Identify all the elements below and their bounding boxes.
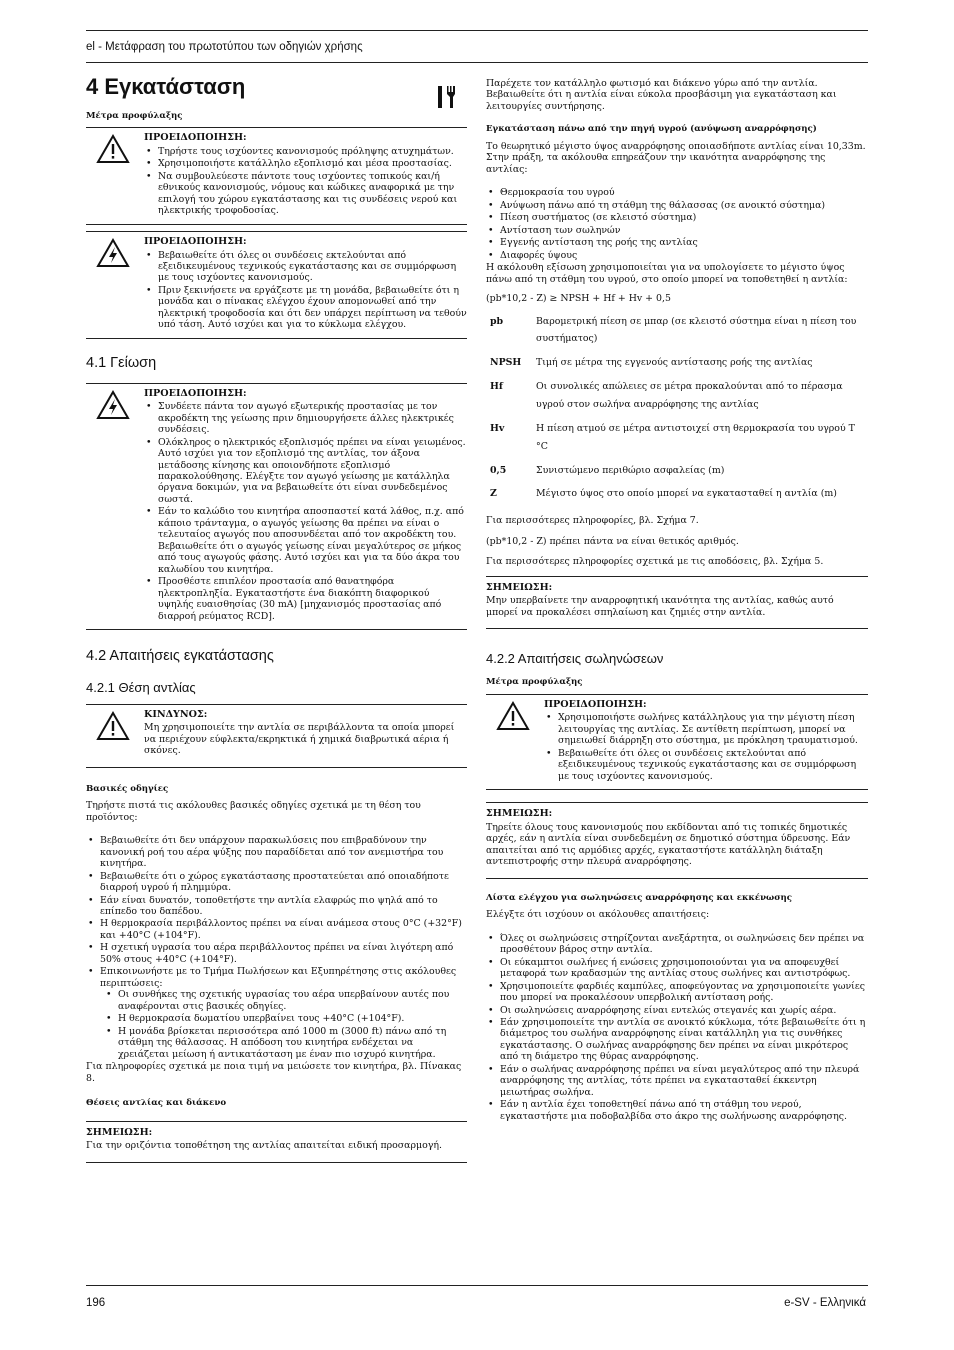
var-desc: Μέγιστο ύψος στο οποίο μπορεί να εγκατασταθεί η αντλία (m): [536, 488, 837, 500]
list-item: • Η σχετική υγρασία του αέρα περιβάλλοντος πρέπει να είναι λιγότερη από 50% στους +40°C (+104°F).: [86, 942, 467, 965]
table-row: [486, 352, 868, 376]
warning-box-1: [86, 127, 467, 225]
basic-intro: Τηρήστε πιστά τις ακόλουθες βασικές οδηγίες σχετικά με τη θέση του προϊόντος:: [86, 800, 421, 823]
section-title-4-2-2: 4.2.2 Απαιτήσεις σωληνώσεων: [486, 651, 664, 667]
electric-hazard-icon: [96, 390, 130, 420]
equation: (pb*10,2 - Z) ≥ NPSH + Hf + Hv + 0,5: [486, 293, 671, 305]
list-item: • Θερμοκρασία του υγρού: [486, 187, 868, 198]
list-item: • Χρησιμοποιήστε σωλήνες κατάλληλους για την μέγιστη πίεση λειτουργίας της αντλίας. Σε αντίθετη περίπτωση, μπορεί να σημειωθεί διάρρηξη στο σύστημα, με πρόκληση τραυματισμού.: [544, 712, 868, 746]
warning-title: ΠΡΟΕΙΔΟΠΟΙΗΣΗ:: [544, 698, 647, 710]
note-box-2: [486, 576, 868, 630]
suction-text: Το θεωρητικό μέγιστο ύψος αναρρόφησης οποιασδήποτε αντλίας είναι 10,33m. Στην πράξη, τα ακόλουθα επηρεάζουν την ικανότητα αναρρόφησης της αντλίας:: [486, 140, 866, 175]
var-key: NPSH: [490, 357, 522, 369]
list-item: • Βεβαιωθείτε ότι όλες οι συνδέσεις εκτελούνται από εξειδικευμένους τεχνικούς εγκατάστασης και σε συμμόρφωση με τους ισχύοντες κανονισμούς.: [544, 748, 868, 782]
suction-title: Εγκατάσταση πάνω από την πηγή υγρού (ανύψωση αναρρόφησης): [486, 124, 817, 135]
warning-title: ΠΡΟΕΙΔΟΠΟΙΗΣΗ:: [144, 132, 247, 144]
note-title: ΣΗΜΕΙΩΣΗ:: [486, 808, 553, 820]
list-item: • Βεβαιωθείτε ότι ο χώρος εγκατάστασης προστατεύεται από οποιαδήποτε διαρροή υγρού ή πλημμύρα.: [86, 871, 467, 894]
left-column: [86, 72, 467, 1163]
section-title-4-2-1: 4.2.1 Θέση αντλίας: [86, 679, 196, 695]
table-row: [486, 376, 868, 418]
list-item: • Προσθέστε επιπλέον προστασία από θανατηφόρα ηλεκτροπληξία. Εγκαταστήστε ένα διακόπτη διαφορικού υψηλής ευαισθησίας (30 mA) [μηχανισμός προστασίας από διαρροή ρεύματος RCD].: [144, 576, 467, 622]
list-item: • Η θερμοκρασία περιβάλλοντος πρέπει να είναι ανάμεσα στους 0°C (+32°F) και +40°C (+104°F).: [86, 918, 467, 941]
right-column: [486, 78, 868, 1123]
section-title-4-1: 4.1 Γείωση: [86, 354, 157, 371]
warning-title: ΠΡΟΕΙΔΟΠΟΙΗΣΗ:: [144, 387, 247, 399]
table-row: [486, 311, 868, 353]
danger-triangle-icon: [96, 711, 130, 741]
basic-guidelines-title: Βασικές οδηγίες: [86, 783, 169, 794]
note-title: ΣΗΜΕΙΩΣΗ:: [486, 581, 553, 593]
positive-note: (pb*10,2 - Z) πρέπει πάντα να είναι θετικός αριθμός.: [486, 535, 739, 547]
table-row: [486, 418, 868, 460]
list-item: • Χρησιμοποιήστε κατάλληλο εξοπλισμό και μέσα προστασίας.: [144, 158, 467, 169]
var-key: Hf: [490, 381, 503, 393]
list-item: [86, 966, 467, 1060]
basic-reference: Για πληροφορίες σχετικά με ποια τιμή να μειώσετε τον κινητήρα, βλ. Πίνακας 8.: [86, 1061, 462, 1084]
danger-text: Μη χρησιμοποιείτε την αντλία σε περιβάλλοντα τα οποία μπορεί να περιέχουν εύφλεκτα/εκρηκτικά ή χημικά διαβρωτικά αέρια ή σκόνες.: [144, 722, 455, 757]
intro-text: Παρέχετε τον κατάλληλο φωτισμό και διάκενο γύρω από την αντλία. Βεβαιωθείτε ότι η αντλία είναι εύκολα προσβάσιμη για εγκατάσταση και λειτουργίες συντήρησης.: [486, 78, 837, 112]
var-desc: Συνιστώμενο περιθώριο ασφαλείας (m): [536, 464, 725, 476]
list-item: • Εάν η αντλία έχει τοποθετηθεί πάνω από τη στάθμη του νερού, εγκαταστήστε μια ποδοβαλβίδα στο άκρο της σωλήνωσης αναρρόφησης.: [486, 1099, 868, 1122]
sub-list-item: • Οι συνθήκες της σχετικής υγρασίας του αέρα υπερβαίνουν αυτές που αναφέρονται στις βασικές οδηγίες.: [104, 989, 467, 1012]
reference-figure-7: Για περισσότερες πληροφορίες, βλ. Σχήμα 7.: [486, 515, 699, 527]
warning-box-4: [486, 694, 868, 791]
var-desc: Τιμή σε μέτρα της εγγενούς αντίστασης ροής της αντλίας: [536, 357, 813, 369]
list-item: • Τηρήστε τους ισχύοντες κανονισμούς πρόληψης ατυχημάτων.: [144, 146, 467, 157]
list-item: • Να συμβουλεύεστε πάντοτε τους ισχύοντες τοπικούς και/ή εθνικούς κανονισμούς, νόμους και κώδικες αναφορικά με την επιλογή του χώρου εγκατάστασης και τις συνδέσεις νερού και ηλεκτρικής τροφοδοσίας.: [144, 171, 467, 217]
equation-intro: Η ακόλουθη εξίσωση χρησιμοποιείται για να υπολογίσετε το μέγιστο ύψος πάνω από τη στάθμη του υγρού, στο οποίο μπορεί να τοποθετηθεί η αντλία:: [486, 262, 848, 285]
table-row: [486, 460, 868, 484]
list-item: • Εάν ο σωλήνας αναρρόφησης πρέπει να είναι μεγαλύτερος από την πλευρά αναρρόφησης της αντλίας, τότε πρέπει να εγκατασταθεί έκκεντρη μειωτήρας σωλήνα.: [486, 1064, 868, 1098]
note-box-3: [486, 802, 868, 879]
sub-list-item: • Η θερμοκρασία δωματίου υπερβαίνει τους +40°C (+104°F).: [104, 1013, 467, 1024]
danger-box: [86, 704, 467, 768]
var-key: Z: [490, 488, 497, 500]
warning-box-2: [86, 231, 467, 339]
note-text: Τηρείτε όλους τους κανονισμούς που εκδίδονται από τις τοπικές δημοτικές αρχές, εάν η αντλία είναι συνδεδεμένη σε δημοτικό σύστημα ύδρευσης. Εάν απαιτείται από τις αρμόδιες αρχές, εγκαταστήστε κατάλληλη διάταξη αντεπιστροφής στην πλευρά αναρρόφησης.: [486, 821, 851, 868]
var-key: pb: [490, 315, 504, 327]
list-item: • Οι εύκαμπτοι σωλήνες ή ενώσεις χρησιμοποιούνται για να αποφευχθεί μεταφορά των κραδασμών της αντλίας στους σωλήνες και αντιστρόφως.: [486, 957, 868, 980]
reference-figure-5: Για περισσότερες πληροφορίες σχετικά με τις αποδόσεις, βλ. Σχήμα 5.: [486, 556, 824, 568]
list-item: • Βεβαιωθείτε ότι δεν υπάρχουν παρακωλύσεις που επιβραδύνουν την κανονική ροή του αέρα ψύξης που παραδίδεται από τον ανεμιστήρα του κινητήρα.: [86, 835, 467, 869]
var-desc: Βαρομετρική πίεση σε μπαρ (σε κλειστό σύστημα είναι η πίεση του συστήματος): [536, 315, 857, 345]
header-rule-top: [86, 30, 868, 31]
warning-triangle-icon: [496, 701, 530, 731]
checklist-intro: Ελέγξτε ότι ισχύουν οι ακόλουθες απαιτήσεις:: [486, 909, 710, 921]
tools-icon: [437, 84, 455, 110]
list-item: • Εγγενής αντίσταση της ροής της αντλίας: [486, 237, 868, 248]
list-item: • Πίεση συστήματος (σε κλειστό σύστημα): [486, 212, 868, 223]
list-item: • Αντίσταση των σωληνών: [486, 225, 868, 236]
list-item: • Ολόκληρος ο ηλεκτρικός εξοπλισμός πρέπει να είναι γειωμένος. Αυτό ισχύει για τον εξοπλισμό της αντλίας, τον άξονα μετάδοσης κίνησης και οποιονδήποτε εξοπλισμό παρακολούθησης. Ελέγξτε τον αγωγό γείωσης με κατάλληλα όργανα δοκιμών, για να βεβαιωθείτε ότι είναι συνδεδεμένος σωστά.: [144, 437, 467, 506]
warning-box-3: [86, 383, 467, 631]
list-item: • Όλες οι σωληνώσεις στηρίζονται ανεξάρτητα, οι σωληνώσεις δεν πρέπει να προσθέτουν βάρος στην αντλία.: [486, 933, 868, 956]
list-item: • Εάν είναι δυνατόν, τοποθετήστε την αντλία ελαφρώς πιο ψηλά από το επίπεδο του δαπέδου.: [86, 895, 467, 918]
list-item: • Εάν το καλώδιο του κινητήρα αποσπαστεί κατά λάθος, π.χ. από κάποιο τράνταγμα, ο αγωγός γείωσης θα πρέπει να είναι ο τελευταίος αγωγός που αποσυνδέεται από τον ακροδέκτη του. Βεβαιωθείτε ότι ο αγωγός γείωσης είναι μεγαλύτερος σε μήκος από τους αγωγούς φάσης. Αυτό ισχύει και για τα δύο άκρα του καλωδίου του κινητήρα.: [144, 506, 467, 575]
list-item: • Συνδέετε πάντα τον αγωγό εξωτερικής προστασίας με τον ακροδέκτη της γείωσης πριν δημιουργήσετε άλλες ηλεκτρικές συνδέσεις.: [144, 401, 467, 435]
chapter-title: 4 Εγκατάσταση: [86, 74, 246, 99]
list-item: • Εάν χρησιμοποιείτε την αντλία σε ανοικτό κύκλωμα, τότε βεβαιωθείτε ότι η διάμετρος του σωλήνα αναρρόφησης είναι κατάλληλη για τις συνθήκες εγκατάστασης. Ο σωλήνας αναρρόφησης δεν πρέπει να είναι μικρότερος από τη διάμετρο της θύρας αναρρόφησης.: [486, 1017, 868, 1063]
section-title-4-2: 4.2 Απαιτήσεις εγκατάστασης: [86, 648, 274, 665]
header-rule-bottom: [86, 62, 868, 63]
checklist-title: Λίστα ελέγχου για σωληνώσεις αναρρόφησης και εκκένωσης: [486, 892, 793, 903]
list-item: • Πριν ξεκινήσετε να εργάζεστε με τη μονάδα, βεβαιωθείτε ότι η μονάδα και ο πίνακας ελέγχου έχουν απομονωθεί από την ηλεκτρική τροφοδοσία και ότι δεν υπάρχει περίπτωση να τεθούν υπό τάση. Αυτό ισχύει και για το κύκλωμα ελέγχου.: [144, 285, 467, 331]
note-box-1: [86, 1121, 467, 1163]
note-text: Για την οριζόντια τοποθέτηση της αντλίας απαιτείται ειδική προσαρμογή.: [86, 1140, 442, 1152]
warning-triangle-icon: [96, 134, 130, 164]
page-number: 196: [86, 1297, 106, 1309]
footer-rule: [86, 1285, 868, 1286]
var-desc: Η πίεση ατμού σε μέτρα αντιστοιχεί στη θερμοκρασία του υγρού T °C: [536, 422, 855, 452]
list-item: • Χρησιμοποιείτε φαρδιές καμπύλες, αποφεύγοντας να χρησιμοποιείτε γωνίες που μπορεί να προκαλέσουν υπερβολική αντίσταση ροής.: [486, 981, 868, 1004]
safety-title: Μέτρα προφύλαξης: [86, 110, 183, 121]
danger-title: ΚΙΝΔΥΝΟΣ:: [144, 708, 208, 720]
variables-table: [486, 311, 868, 508]
footer-label: e-SV - Ελληνικά: [784, 1297, 866, 1309]
electric-hazard-icon: [96, 238, 130, 268]
list-item-text: Επικοινωνήστε με το Τμήμα Πωλήσεων και Εξυπηρέτησης στις ακόλουθες περιπτώσεις:: [100, 966, 457, 989]
var-key: 0,5: [490, 464, 507, 476]
sub-list-item: • Η μονάδα βρίσκεται περισσότερα από 1000 m (3000 ft) πάνω από τη στάθμη της θάλασσας. Η απόδοση του κινητήρα ενδέχεται να χρειάζεται μείωση ή αντικατάσταση με έναν πιο ισχυρό κινητήρα.: [104, 1026, 467, 1060]
header-title: el - Μετάφραση του πρωτοτύπου των οδηγιών χρήσης: [86, 41, 363, 53]
safety-title: Μέτρα προφύλαξης: [486, 677, 583, 688]
table-row: [486, 483, 868, 507]
var-key: Hv: [490, 422, 505, 434]
warning-title: ΠΡΟΕΙΔΟΠΟΙΗΣΗ:: [144, 235, 247, 247]
var-desc: Οι συνολικές απώλειες σε μέτρα προκαλούνται από το πέρασμα υγρού στον σωλήνα αναρρόφησης της αντλίας: [536, 381, 843, 410]
note-title: ΣΗΜΕΙΩΣΗ:: [86, 1126, 153, 1138]
list-item: • Οι σωληνώσεις αναρρόφησης είναι εντελώς στεγανές και χωρίς αέρα.: [486, 1005, 868, 1016]
note-text: Μην υπερβαίνετε την αναρροφητική ικανότητα της αντλίας, καθώς αυτό μπορεί να προκαλέσει σπηλαίωση και ζημιές στην αντλία.: [486, 595, 834, 618]
list-item: • Βεβαιωθείτε ότι όλες οι συνδέσεις εκτελούνται από εξειδικευμένους τεχνικούς εγκατάστασης και σε συμμόρφωση με τους ισχύοντες κανονισμούς.: [144, 250, 467, 284]
list-item: • Ανύψωση πάνω από τη στάθμη της θάλασσας (σε ανοικτό σύστημα): [486, 200, 868, 211]
positions-title: Θέσεις αντλίας και διάκενο: [86, 1098, 227, 1109]
list-item: • Διαφορές ύψους: [486, 250, 868, 261]
